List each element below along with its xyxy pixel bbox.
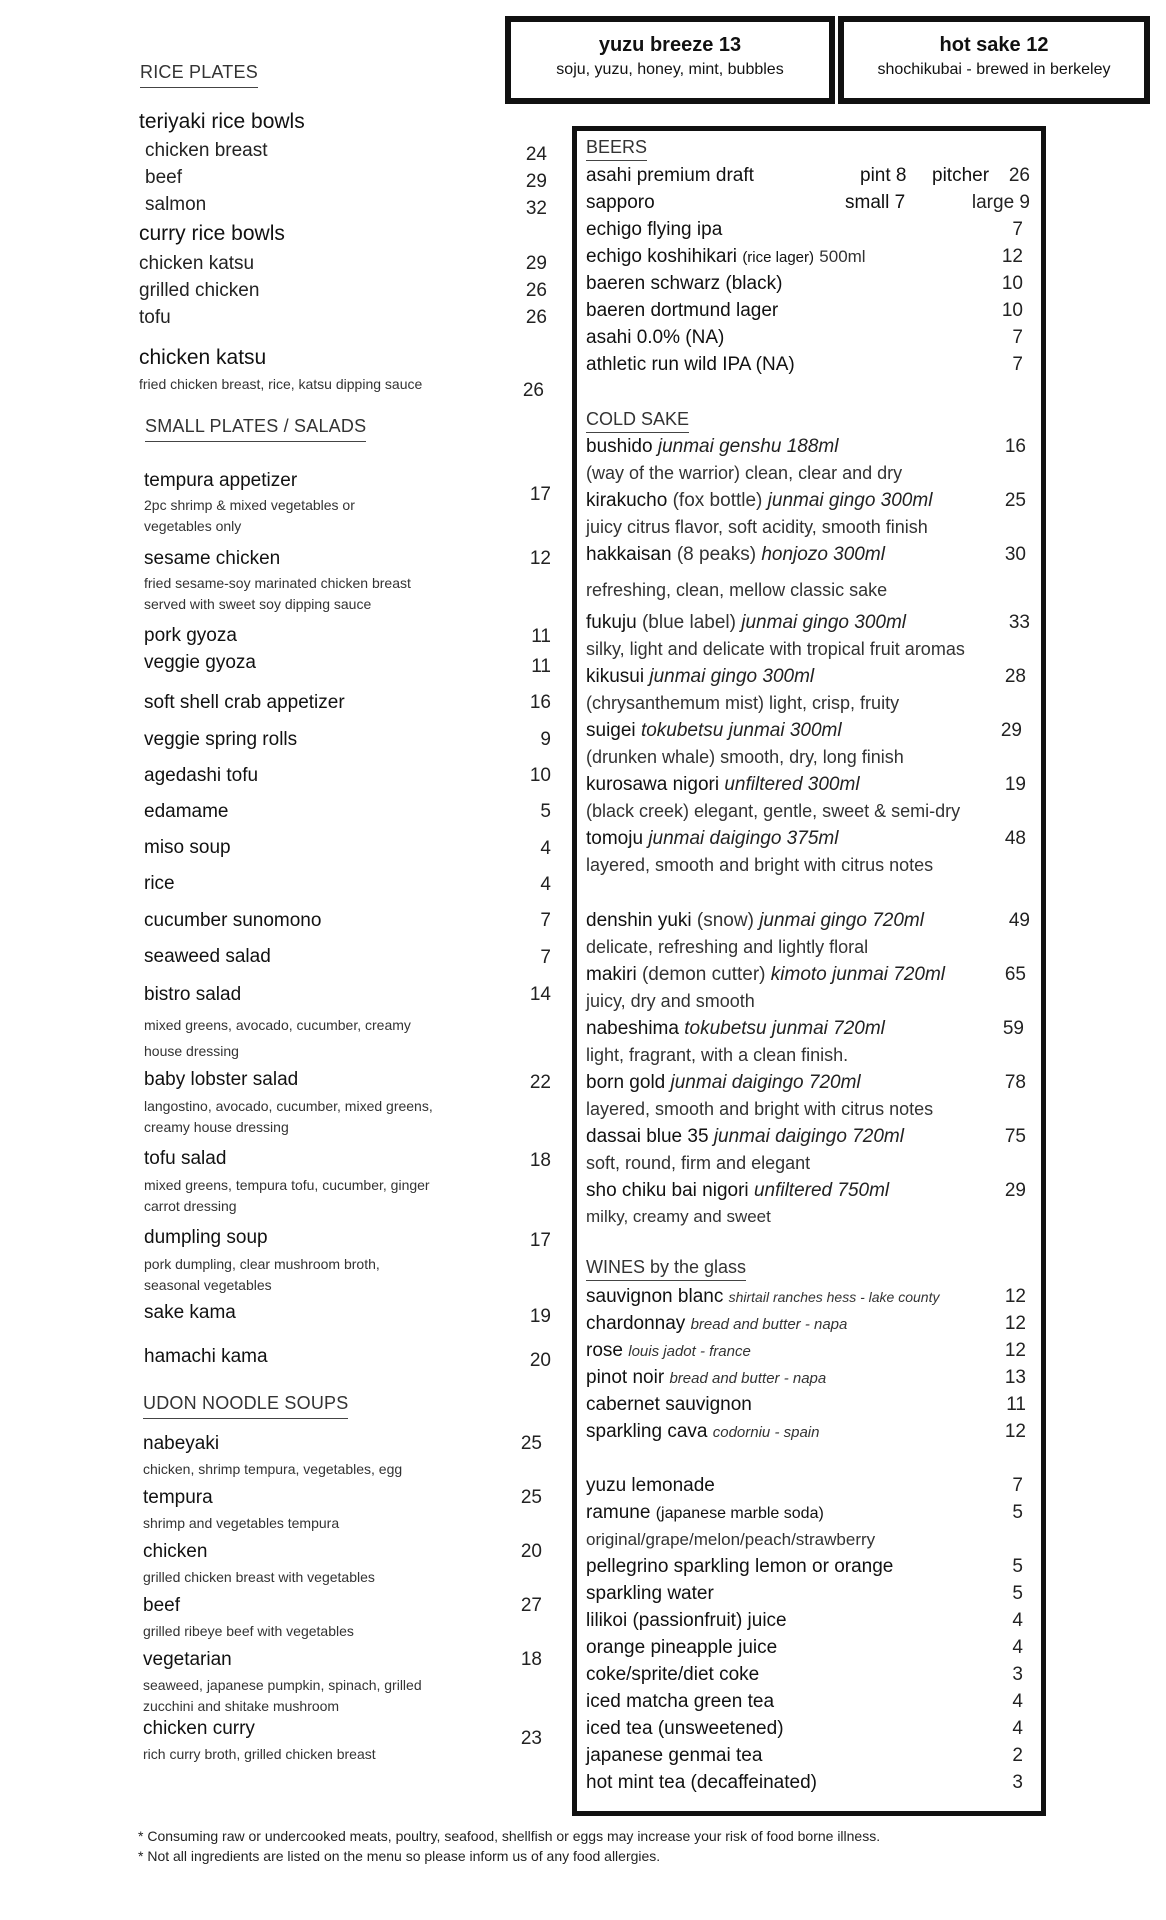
price: 16 <box>529 692 551 713</box>
wine-name: rose <box>586 1340 623 1361</box>
sake-desc: juicy, dry and smooth <box>586 991 755 1011</box>
sake-desc: silky, light and delicate with tropical fruit aromas <box>586 639 965 659</box>
price: 59 <box>1002 1018 1024 1039</box>
menu-item: tempura <box>143 1487 213 1508</box>
wine-note: louis jadot - france <box>628 1343 751 1360</box>
drink-item: pellegrino sparkling lemon or orange <box>586 1556 894 1577</box>
sake-item <box>586 612 906 634</box>
price: 9 <box>540 729 551 750</box>
price: 10 <box>1001 300 1023 321</box>
drink-item: coke/sprite/diet coke <box>586 1664 760 1685</box>
wine-note: bread and butter - napa <box>690 1316 848 1333</box>
sake-name: born gold <box>586 1072 666 1093</box>
price: 11 <box>531 626 551 647</box>
drink-item <box>586 1502 824 1524</box>
sake-desc: juicy citrus flavor, soft acidity, smooth finish <box>586 517 928 537</box>
sake-desc: (chrysanthemum mist) light, crisp, fruity <box>586 693 900 713</box>
menu-item: soft shell crab appetizer <box>144 692 345 713</box>
price: 12 <box>1001 246 1023 267</box>
hot-sake-title: hot sake 12 <box>939 34 1049 56</box>
price: 17 <box>529 1230 551 1251</box>
drink-item: lilikoi (passionfruit) juice <box>586 1610 787 1631</box>
sake-extra: (fox bottle) <box>672 490 763 511</box>
sake-item <box>586 544 885 566</box>
drink-item: iced matcha green tea <box>586 1691 775 1712</box>
menu-item: chicken <box>143 1541 208 1562</box>
beer-name: asahi premium draft <box>586 165 754 186</box>
price: 27 <box>520 1595 542 1616</box>
small-plates-heading: SMALL PLATES / SALADS <box>145 416 366 442</box>
sake-style: kimoto junmai 720ml <box>770 964 946 985</box>
menu-item: tofu <box>139 307 171 328</box>
menu-item: pork gyoza <box>144 625 237 646</box>
sake-item <box>586 964 945 986</box>
sake-desc: layered, smooth and bright with citrus notes <box>586 855 934 875</box>
hot-sake-box <box>838 16 1150 104</box>
sake-name: suigei <box>586 720 636 741</box>
sake-desc: delicate, refreshing and lightly floral <box>586 937 869 957</box>
price: 23 <box>520 1728 542 1749</box>
sake-item <box>586 436 838 458</box>
beer-item: baeren dortmund lager <box>586 300 779 321</box>
sake-item <box>586 1126 904 1148</box>
beer-size: large 9 <box>971 192 1030 213</box>
beer-note: (rice lager) <box>742 249 814 266</box>
sake-item <box>586 910 924 932</box>
price: 10 <box>529 765 551 786</box>
sake-style: junmai gingo 720ml <box>759 910 924 931</box>
price: 49 <box>1008 910 1030 931</box>
menu-item: beef <box>143 1595 180 1616</box>
price: 25 <box>520 1433 542 1454</box>
price: 4 <box>540 838 551 859</box>
price: 5 <box>1012 1556 1023 1577</box>
sake-item <box>586 666 814 688</box>
price: 22 <box>529 1072 551 1093</box>
price: 10 <box>1001 273 1023 294</box>
price: 20 <box>520 1541 542 1562</box>
menu-item: seaweed salad <box>144 946 271 967</box>
beer-size: pint 8 <box>860 165 907 186</box>
wine-note: codorniu - spain <box>712 1424 820 1441</box>
sake-name: sho chiku bai nigori <box>586 1180 749 1201</box>
sake-item <box>586 1072 861 1094</box>
price: 5 <box>1012 1583 1023 1604</box>
item-desc: pork dumpling, clear mushroom broth, seasonal vegetables <box>144 1256 380 1293</box>
price: 25 <box>520 1487 542 1508</box>
sake-name: denshin yuki <box>586 910 692 931</box>
price: 12 <box>1004 1340 1026 1361</box>
price: 16 <box>1004 436 1026 457</box>
sake-name: bushido <box>586 436 653 457</box>
sake-style: unfiltered 750ml <box>753 1180 890 1201</box>
price: 12 <box>1004 1313 1026 1334</box>
item-desc: fried sesame-soy marinated chicken breast served with sweet soy dipping sauce <box>144 575 411 612</box>
sake-name: dassai blue 35 <box>586 1126 709 1147</box>
beer-item: echigo flying ipa <box>586 219 723 240</box>
price: 75 <box>1004 1126 1026 1147</box>
price: 26 <box>522 380 544 401</box>
wine-item: cabernet sauvignon <box>586 1394 752 1415</box>
drink-item: yuzu lemonade <box>586 1475 715 1496</box>
price: 12 <box>529 548 551 569</box>
wine-item <box>586 1367 826 1389</box>
sake-desc: (way of the warrior) clean, clear and dry <box>586 463 903 483</box>
item-desc: chicken, shrimp tempura, vegetables, egg <box>143 1461 403 1477</box>
sake-extra: (8 peaks) <box>676 544 757 565</box>
udon-heading: UDON NOODLE SOUPS <box>143 1393 348 1419</box>
menu-item: chicken breast <box>145 140 268 161</box>
price: 5 <box>540 801 551 822</box>
cold-sake-heading: COLD SAKE <box>586 409 689 433</box>
price: 32 <box>525 198 547 219</box>
item-desc: shrimp and vegetables tempura <box>143 1515 340 1531</box>
yuzu-breeze-desc: soju, yuzu, honey, mint, bubbles <box>556 61 784 78</box>
price: 19 <box>1004 774 1026 795</box>
sake-name: fukuju <box>586 612 637 633</box>
price: 5 <box>1012 1502 1023 1523</box>
beer-name: echigo koshihikari <box>586 246 738 267</box>
teriyaki-heading: teriyaki rice bowls <box>139 110 305 133</box>
wine-name: sauvignon blanc <box>586 1286 724 1307</box>
wine-item <box>586 1313 847 1335</box>
sake-item <box>586 1018 885 1040</box>
sake-style: tokubetsu junmai 300ml <box>640 720 842 741</box>
drink-item: iced tea (unsweetened) <box>586 1718 784 1739</box>
price: 11 <box>1006 1394 1026 1415</box>
price: 26 <box>1008 165 1030 186</box>
item-desc: seaweed, japanese pumpkin, spinach, grilled zucchini and shitake mushroom <box>143 1677 422 1714</box>
price: 25 <box>1004 490 1026 511</box>
sake-style: junmai daigingo 720ml <box>670 1072 861 1093</box>
sake-desc: refreshing, clean, mellow classic sake <box>586 580 888 600</box>
price: 18 <box>529 1150 551 1171</box>
footer-note-allergy: * Not all ingredients are listed on the menu so please inform us of any food allergies. <box>138 1848 661 1864</box>
wine-item <box>586 1286 939 1308</box>
price: 4 <box>1012 1691 1023 1712</box>
price: 14 <box>529 984 551 1005</box>
wine-item <box>586 1340 751 1362</box>
menu-item: nabeyaki <box>143 1433 220 1454</box>
price: 29 <box>525 171 547 192</box>
sake-style: junmai gingo 300ml <box>767 490 933 511</box>
menu-item: edamame <box>144 801 229 822</box>
menu-item: veggie spring rolls <box>144 729 298 750</box>
price: 30 <box>1004 544 1026 565</box>
beer-volume: 500ml <box>819 247 866 266</box>
sake-item <box>586 828 838 850</box>
sake-item <box>586 490 932 512</box>
price: 11 <box>531 656 551 677</box>
item-desc: mixed greens, tempura tofu, cucumber, ginger carrot dressing <box>144 1177 430 1214</box>
beer-item <box>586 165 754 187</box>
menu-item: tempura appetizer <box>144 470 298 491</box>
drink-item: sparkling water <box>586 1583 714 1604</box>
wine-name: chardonnay <box>586 1313 686 1334</box>
price: 29 <box>1004 1180 1026 1201</box>
wine-item <box>586 1421 819 1443</box>
sake-extra: (snow) <box>696 910 754 931</box>
price: 7 <box>540 910 551 931</box>
menu-item: tofu salad <box>144 1148 227 1169</box>
menu-item: bistro salad <box>144 984 242 1005</box>
drink-name: ramune <box>586 1502 651 1523</box>
sake-style: junmai gingo 300ml <box>649 666 815 687</box>
price: 19 <box>529 1306 551 1327</box>
menu-item: veggie gyoza <box>144 652 256 673</box>
price: 12 <box>1004 1421 1026 1442</box>
price: 7 <box>1012 327 1023 348</box>
sake-name: kikusui <box>586 666 645 687</box>
sake-style: junmai daigingo 720ml <box>713 1126 904 1147</box>
beer-item: sapporo <box>586 192 655 213</box>
sake-style: junmai daigingo 375ml <box>648 828 839 849</box>
wine-name: pinot noir <box>586 1367 665 1388</box>
menu-item: chicken katsu <box>139 253 255 274</box>
price: 12 <box>1004 1286 1026 1307</box>
price: 7 <box>540 947 551 968</box>
menu-item: agedashi tofu <box>144 765 259 786</box>
yuzu-breeze-box <box>505 16 835 104</box>
price: 33 <box>1008 612 1030 633</box>
beer-item: athletic run wild IPA (NA) <box>586 354 795 375</box>
item-desc: langostino, avocado, cucumber, mixed greens, creamy house dressing <box>144 1098 433 1135</box>
menu-item: beef <box>145 167 182 188</box>
sake-name: makiri <box>586 964 637 985</box>
wine-name: sparkling cava <box>586 1421 708 1442</box>
item-desc: 2pc shrimp & mixed vegetables or vegetables only <box>144 497 355 534</box>
menu-item: sesame chicken <box>144 548 281 569</box>
sake-name: nabeshima <box>586 1018 679 1039</box>
chicken-katsu-heading: chicken katsu <box>139 346 267 369</box>
item-desc: mixed greens, avocado, cucumber, creamy house dressing <box>144 1017 411 1059</box>
hot-sake-desc: shochikubai - brewed in berkeley <box>877 61 1111 78</box>
curry-heading: curry rice bowls <box>139 222 285 245</box>
sake-style: honjozo 300ml <box>761 544 885 565</box>
sake-name: hakkaisan <box>586 544 672 565</box>
price: 17 <box>529 484 551 505</box>
sake-style: unfiltered 300ml <box>724 774 860 795</box>
beer-size: pitcher <box>932 165 990 186</box>
sake-desc: (black creek) elegant, gentle, sweet & semi-dry <box>586 801 961 821</box>
sake-item <box>586 774 860 796</box>
beer-item: asahi 0.0% (NA) <box>586 327 725 348</box>
price: 65 <box>1004 964 1026 985</box>
item-desc: fried chicken breast, rice, katsu dipping sauce <box>139 376 423 392</box>
beer-item: baeren schwarz (black) <box>586 273 783 294</box>
sake-desc: milky, creamy and sweet <box>586 1207 771 1226</box>
wines-heading: WINES by the glass <box>586 1257 746 1281</box>
beer-item <box>586 246 866 268</box>
menu-item: grilled chicken <box>139 280 260 301</box>
sake-name: tomoju <box>586 828 644 849</box>
menu-item: vegetarian <box>143 1649 232 1670</box>
drink-item: hot mint tea (decaffeinated) <box>586 1772 817 1793</box>
price: 7 <box>1012 1475 1023 1496</box>
sake-desc: layered, smooth and bright with citrus notes <box>586 1099 934 1119</box>
price: 29 <box>525 253 547 274</box>
price: 78 <box>1004 1072 1026 1093</box>
price: 20 <box>529 1350 551 1371</box>
menu-item: baby lobster salad <box>144 1069 299 1090</box>
menu-item: dumpling soup <box>144 1227 268 1248</box>
sake-style: junmai gingo 300ml <box>741 612 907 633</box>
sake-style: junmai genshu 188ml <box>657 436 839 457</box>
sake-desc: (drunken whale) smooth, dry, long finish <box>586 747 904 767</box>
price: 7 <box>1012 219 1023 240</box>
drink-item: orange pineapple juice <box>586 1637 778 1658</box>
sake-style: tokubetsu junmai 720ml <box>684 1018 885 1039</box>
sake-name: kirakucho <box>586 490 668 511</box>
yuzu-breeze-title: yuzu breeze 13 <box>598 34 742 56</box>
sake-name: kurosawa nigori <box>586 774 720 795</box>
sake-desc: soft, round, firm and elegant <box>586 1153 811 1173</box>
sake-item <box>586 720 842 742</box>
drink-note: (japanese marble soda) <box>655 1505 824 1522</box>
price: 4 <box>1012 1637 1023 1658</box>
price: 26 <box>525 280 547 301</box>
beers-heading: BEERS <box>586 137 647 161</box>
menu-item: chicken curry <box>143 1718 255 1739</box>
price: 4 <box>1012 1610 1023 1631</box>
sake-extra: (blue label) <box>641 612 736 633</box>
rice-plates-heading: RICE PLATES <box>140 62 258 88</box>
footer-note-raw: * Consuming raw or undercooked meats, poultry, seafood, shellfish or eggs may increase your risk of food borne illness. <box>138 1828 881 1844</box>
menu-item: salmon <box>145 194 207 215</box>
price: 18 <box>520 1649 542 1670</box>
price: 48 <box>1004 828 1026 849</box>
price: 24 <box>525 144 547 165</box>
menu-item: hamachi kama <box>144 1346 268 1367</box>
drink-flavors: original/grape/melon/peach/strawberry <box>586 1530 876 1549</box>
price: 4 <box>1012 1718 1023 1739</box>
item-desc: grilled ribeye beef with vegetables <box>143 1623 354 1639</box>
price: 4 <box>540 874 551 895</box>
price: 7 <box>1012 354 1023 375</box>
menu-item: sake kama <box>144 1302 236 1323</box>
beer-size: small 7 <box>845 192 906 213</box>
item-desc: rich curry broth, grilled chicken breast <box>143 1746 376 1762</box>
price: 3 <box>1012 1772 1023 1793</box>
sake-extra: (demon cutter) <box>641 964 766 985</box>
price: 28 <box>1004 666 1026 687</box>
item-desc: grilled chicken breast with vegetables <box>143 1569 375 1585</box>
wine-note: shirtail ranches hess - lake county <box>728 1289 940 1305</box>
menu-item: rice <box>144 873 175 894</box>
menu-item: miso soup <box>144 837 231 858</box>
price: 29 <box>1000 720 1022 741</box>
sake-desc: light, fragrant, with a clean finish. <box>586 1045 849 1065</box>
price: 13 <box>1004 1367 1026 1388</box>
drink-item: japanese genmai tea <box>586 1745 763 1766</box>
price: 26 <box>525 307 547 328</box>
wine-note: bread and butter - napa <box>669 1370 827 1387</box>
sake-item <box>586 1180 889 1202</box>
price: 3 <box>1012 1664 1023 1685</box>
price: 2 <box>1012 1745 1023 1766</box>
menu-item: cucumber sunomono <box>144 910 322 931</box>
